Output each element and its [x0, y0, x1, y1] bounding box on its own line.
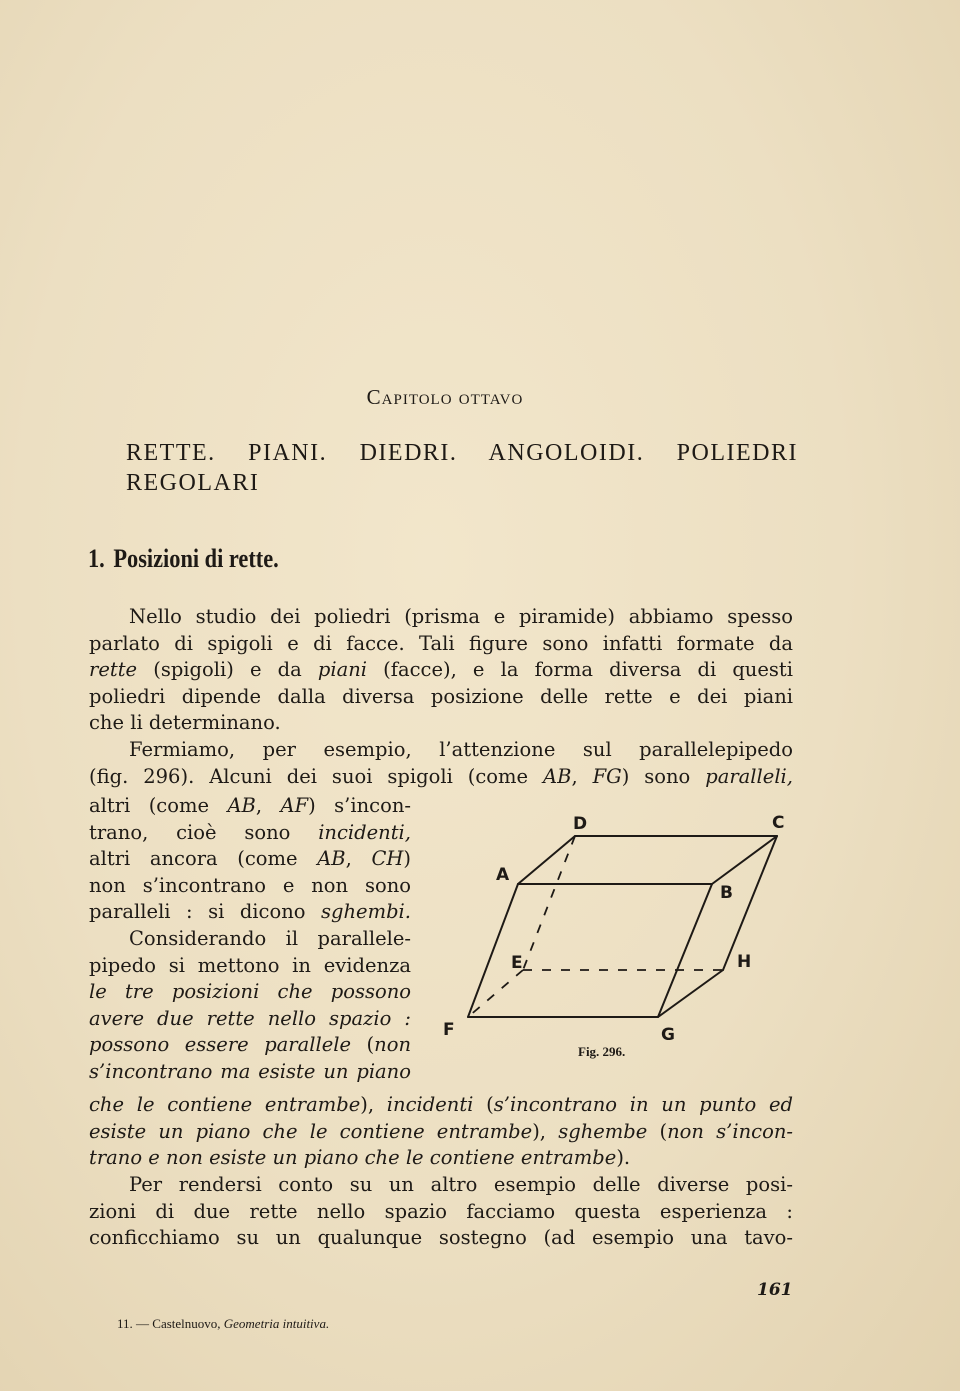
text-line: rette (spigoli) e da piani (facce), e la forma diversa di questi: [89, 658, 793, 682]
chapter-title: RETTE. PIANI. DIEDRI. ANGOLOIDI. POLIEDRI REGOLARI: [126, 440, 798, 496]
paragraph-3-continued: [89, 1092, 793, 1172]
text-line: altri (come AB, AF) s’incon-: [89, 794, 411, 817]
text-line: altri ancora (come AB, CH): [89, 847, 411, 871]
vertex-label-g: G: [661, 1025, 675, 1045]
text-line: (fig. 296). Alcuni dei suoi spigoli (come AB, FG) sono paralleli,: [89, 764, 793, 788]
text-line: che le contiene entrambe), incidenti (s’incontrano in un punto ed: [89, 1093, 793, 1116]
text-line: esiste un piano che le contiene entrambe), sghembe (non s’incon-: [89, 1119, 793, 1143]
text-line: pipedo si mettono in evidenza: [89, 953, 411, 977]
vertex-label-h: H: [737, 952, 752, 972]
paragraph-2: [89, 737, 793, 790]
vertex-label-a: A: [496, 865, 510, 885]
paragraph-4: [89, 1172, 793, 1252]
vertex-label-f: F: [443, 1020, 455, 1040]
text-line: trano, cioè sono incidenti,: [89, 820, 411, 844]
section-title: Posizioni di rette.: [113, 544, 279, 573]
narrow-column: [89, 793, 411, 1086]
footer-prefix: 11. — Castelnuovo,: [117, 1316, 224, 1331]
vertex-label-c: C: [772, 813, 785, 833]
text-line: Per rendersi conto su un altro esempio delle diverse posi-: [129, 1173, 793, 1196]
text-line: possono essere parallele (non: [89, 1033, 411, 1057]
text-line: zioni di due rette nello spazio facciamo questa esperienza :: [89, 1199, 793, 1223]
text-line: paralleli : si dicono sghembi.: [89, 900, 411, 924]
vertex-label-d: D: [573, 814, 588, 834]
text-line: non s’incontrano e non sono: [89, 873, 411, 897]
text-line: trano e non esiste un piano che le contiene entrambe).: [89, 1146, 631, 1170]
text-line: che li determinano.: [89, 711, 281, 735]
footer-citation: [117, 1316, 329, 1332]
chapter-label: Capitolo ottavo: [366, 385, 524, 409]
text-line: Considerando il parallele-: [129, 926, 411, 950]
text-line: s’incontrano ma esiste un piano: [89, 1059, 411, 1083]
vertex-label-b: B: [720, 883, 733, 903]
text-line: le tre posizioni che possono: [89, 980, 411, 1004]
parallelepiped-figure: [435, 800, 795, 1070]
text-line: conficchiamo su un qualunque sostegno (ad esempio una tavo-: [89, 1226, 793, 1250]
page-number: 161: [757, 1280, 793, 1300]
section-heading: [88, 544, 287, 574]
vertex-label-e: E: [511, 953, 523, 973]
text-line: Nello studio dei poliedri (prisma e piramide) abbiamo spesso: [129, 605, 793, 628]
text-line: avere due rette nello spazio :: [89, 1006, 411, 1030]
section-number: 1.: [88, 544, 105, 573]
figure-caption: Fig. 296.: [578, 1044, 626, 1059]
text-line: poliedri dipende dalla diversa posizione delle rette e dei piani: [89, 684, 793, 708]
paragraph-1: [89, 604, 793, 737]
text-line: parlato di spigoli e di facce. Tali figure sono infatti formate da: [89, 631, 793, 655]
footer-book-title: Geometria intuitiva.: [223, 1316, 330, 1331]
text-line: Fermiamo, per esempio, l’attenzione sul parallelepipedo: [129, 738, 793, 761]
